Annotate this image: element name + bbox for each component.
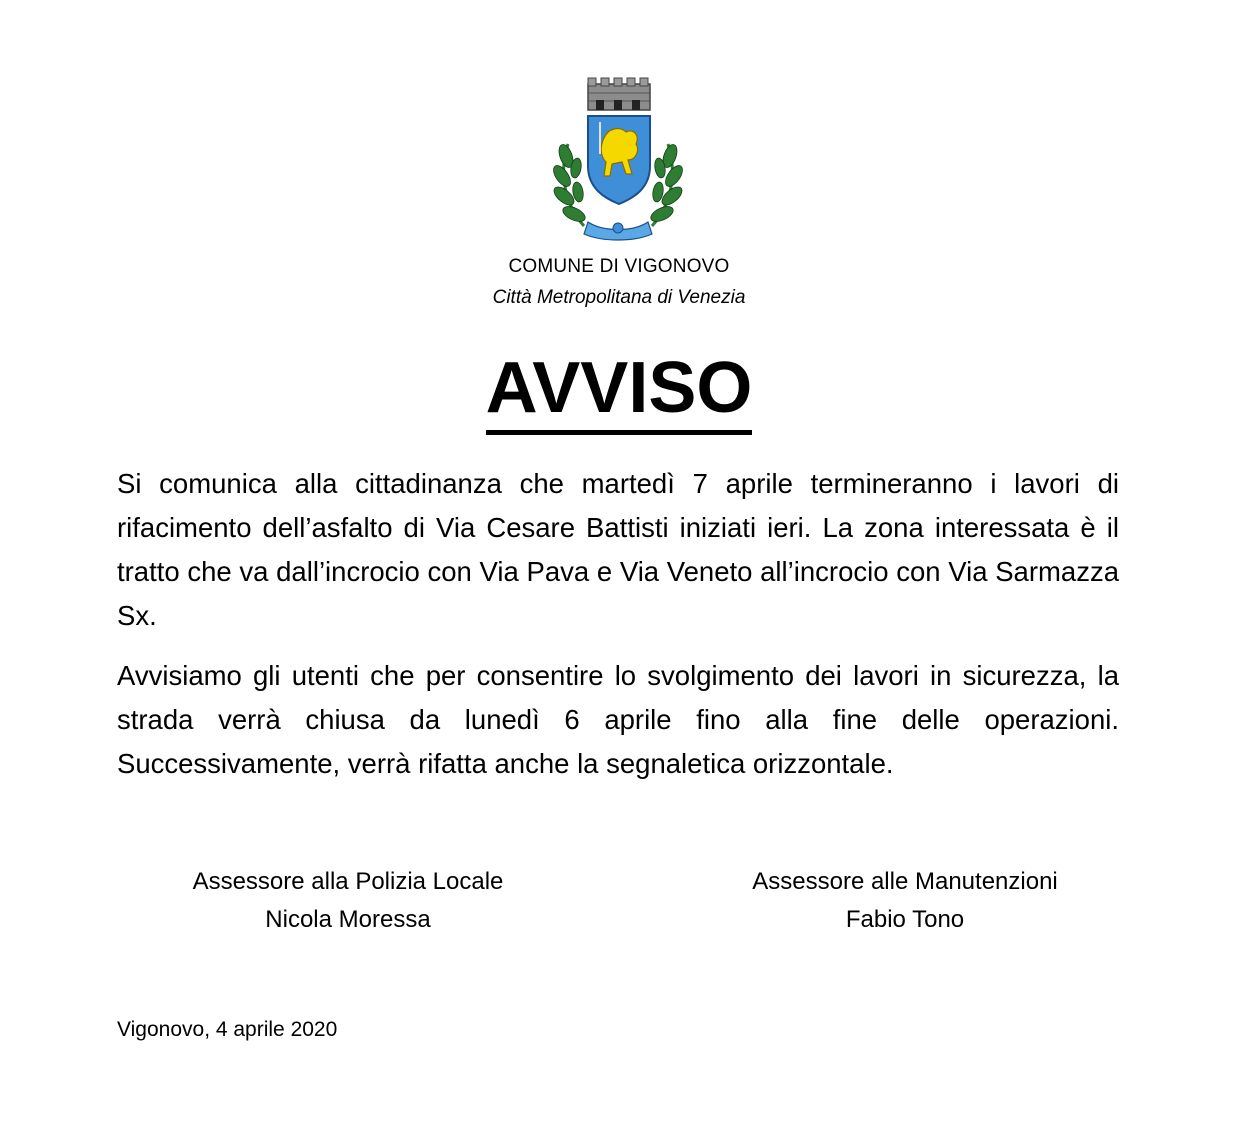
ribbon-icon	[584, 222, 652, 240]
notice-title-wrapper	[0, 340, 1238, 436]
notice-title: AVVISO	[486, 346, 753, 435]
oak-branch-icon	[649, 143, 686, 226]
municipality-name: COMUNE DI VIGONOVO	[508, 256, 730, 277]
notice-paragraph-2: Avvisiamo gli utenti che per consentire lo svolgimento dei lavori in sicurezza, la strada verrà chiusa da lunedì 6 aprile fino alla fine delle operazioni. Successivamente, verrà rifatta anche la segnaletica orizzontale.	[117, 660, 1119, 779]
signature-right-role: Assessore alle Manutenzioni	[752, 868, 1058, 895]
signature-left-name: Nicola Moressa	[265, 906, 431, 933]
dateline: Vigonovo, 4 aprile 2020	[117, 1018, 338, 1041]
mural-crown-icon	[588, 78, 650, 110]
notice-paragraph-1: Si comunica alla cittadinanza che martedì 7 aprile termineranno i lavori di rifacimento dell’asfalto di Via Cesare Battisti iniziati ieri. La zona interessata è il tratto che va dall’incrocio con Via Pava e Via Veneto all’incrocio con Via Sarmazza Sx.	[117, 468, 1119, 631]
laurel-branch-icon	[550, 143, 587, 226]
province-name: Città Metropolitana di Venezia	[492, 287, 746, 308]
signature-right	[705, 863, 1105, 939]
signature-right-name: Fabio Tono	[845, 906, 965, 933]
signature-left	[148, 863, 548, 939]
signature-left-role: Assessore alla Polizia Locale	[192, 868, 504, 895]
coat-of-arms-emblem	[548, 76, 688, 244]
shield-icon	[588, 116, 650, 204]
